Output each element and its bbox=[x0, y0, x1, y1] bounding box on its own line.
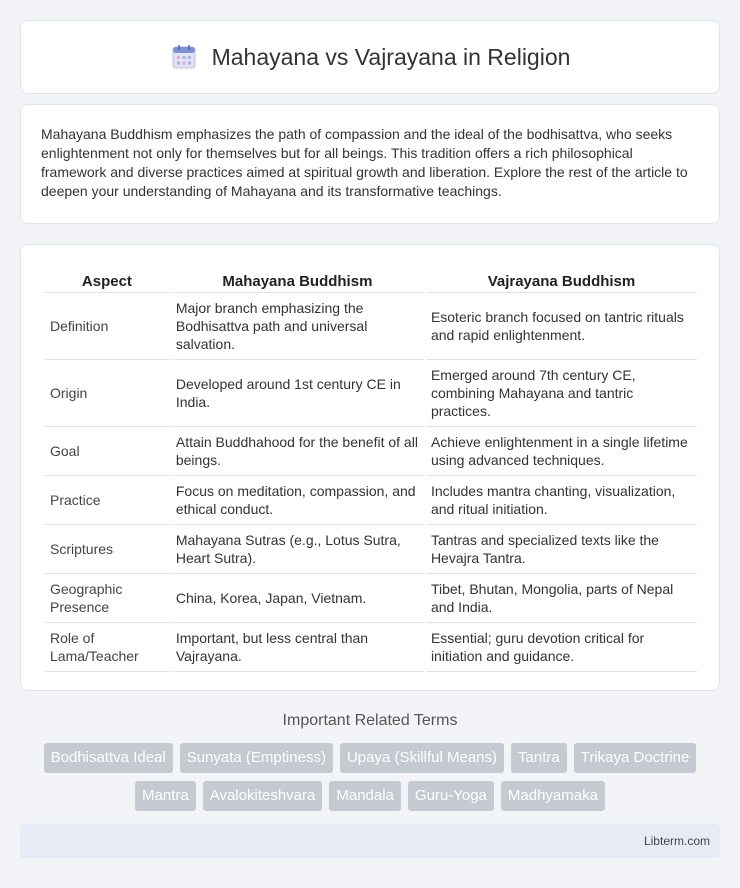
aspect-cell: Geographic Presence bbox=[45, 574, 169, 623]
table-row bbox=[45, 623, 697, 672]
term-tag[interactable]: Upaya (Skillful Means) bbox=[340, 743, 504, 773]
mahayana-cell: Major branch emphasizing the Bodhisattva path and universal salvation. bbox=[171, 293, 424, 360]
term-tag[interactable]: Bodhisattva Ideal bbox=[44, 743, 173, 773]
comparison-table bbox=[43, 267, 699, 672]
mahayana-cell: China, Korea, Japan, Vietnam. bbox=[171, 574, 424, 623]
term-tag[interactable]: Avalokiteshvara bbox=[203, 781, 323, 811]
vajrayana-cell: Tantras and specialized texts like the Hevajra Tantra. bbox=[426, 525, 697, 574]
mahayana-cell: Developed around 1st century CE in India. bbox=[171, 360, 424, 427]
term-tag[interactable]: Mantra bbox=[135, 781, 196, 811]
intro-card bbox=[20, 104, 720, 224]
related-terms-list bbox=[20, 743, 720, 811]
table-row bbox=[45, 427, 697, 476]
vajrayana-cell: Emerged around 7th century CE, combining Mahayana and tantric practices. bbox=[426, 360, 697, 427]
aspect-cell: Origin bbox=[45, 360, 169, 427]
term-tag[interactable]: Tantra bbox=[511, 743, 567, 773]
table-row bbox=[45, 476, 697, 525]
vajrayana-cell: Essential; guru devotion critical for initiation and guidance. bbox=[426, 623, 697, 672]
vajrayana-cell: Includes mantra chanting, visualization, and ritual initiation. bbox=[426, 476, 697, 525]
aspect-cell: Goal bbox=[45, 427, 169, 476]
header-card bbox=[20, 20, 720, 94]
aspect-cell: Role of Lama/Teacher bbox=[45, 623, 169, 672]
vajrayana-cell: Achieve enlightenment in a single lifetime using advanced techniques. bbox=[426, 427, 697, 476]
term-tag[interactable]: Madhyamaka bbox=[501, 781, 605, 811]
term-tag[interactable]: Guru-Yoga bbox=[408, 781, 494, 811]
mahayana-cell: Attain Buddhahood for the benefit of all beings. bbox=[171, 427, 424, 476]
column-header-vajrayana: Vajrayana Buddhism bbox=[426, 267, 697, 293]
comparison-table-card bbox=[20, 244, 720, 691]
table-header-row bbox=[45, 267, 697, 293]
mahayana-cell: Focus on meditation, compassion, and ethical conduct. bbox=[171, 476, 424, 525]
table-row bbox=[45, 360, 697, 427]
column-header-mahayana: Mahayana Buddhism bbox=[171, 267, 424, 293]
vajrayana-cell: Esoteric branch focused on tantric rituals and rapid enlightenment. bbox=[426, 293, 697, 360]
footer-site-link[interactable]: Libterm.com bbox=[643, 834, 710, 848]
aspect-cell: Definition bbox=[45, 293, 169, 360]
term-tag[interactable]: Sunyata (Emptiness) bbox=[180, 743, 333, 773]
term-tag[interactable]: Mandala bbox=[329, 781, 401, 811]
column-header-aspect: Aspect bbox=[45, 267, 169, 293]
table-row bbox=[45, 574, 697, 623]
vajrayana-cell: Tibet, Bhutan, Mongolia, parts of Nepal and India. bbox=[426, 574, 697, 623]
table-row bbox=[45, 293, 697, 360]
footer bbox=[20, 824, 720, 858]
mahayana-cell: Important, but less central than Vajrayana. bbox=[171, 623, 424, 672]
aspect-cell: Scriptures bbox=[45, 525, 169, 574]
title-wrap bbox=[170, 43, 571, 71]
intro-paragraph: Mahayana Buddhism emphasizes the path of compassion and the ideal of the bodhisattva, who seeks enlightenment not only for themselves but for all beings. This tradition offers a rich philosophical framework and diverse practices aimed at spiritual growth and liberation. Explore the rest of the article to deepen your understanding of Mahayana and its transformative teachings. bbox=[41, 126, 688, 199]
related-terms-section bbox=[20, 712, 720, 811]
calendar-icon bbox=[170, 43, 198, 71]
aspect-cell: Practice bbox=[45, 476, 169, 525]
term-tag[interactable]: Trikaya Doctrine bbox=[574, 743, 697, 773]
related-terms-title: Important Related Terms bbox=[282, 712, 458, 729]
mahayana-cell: Mahayana Sutras (e.g., Lotus Sutra, Heart Sutra). bbox=[171, 525, 424, 574]
page-title: Mahayana vs Vajrayana in Religion bbox=[211, 43, 571, 70]
table-row bbox=[45, 525, 697, 574]
